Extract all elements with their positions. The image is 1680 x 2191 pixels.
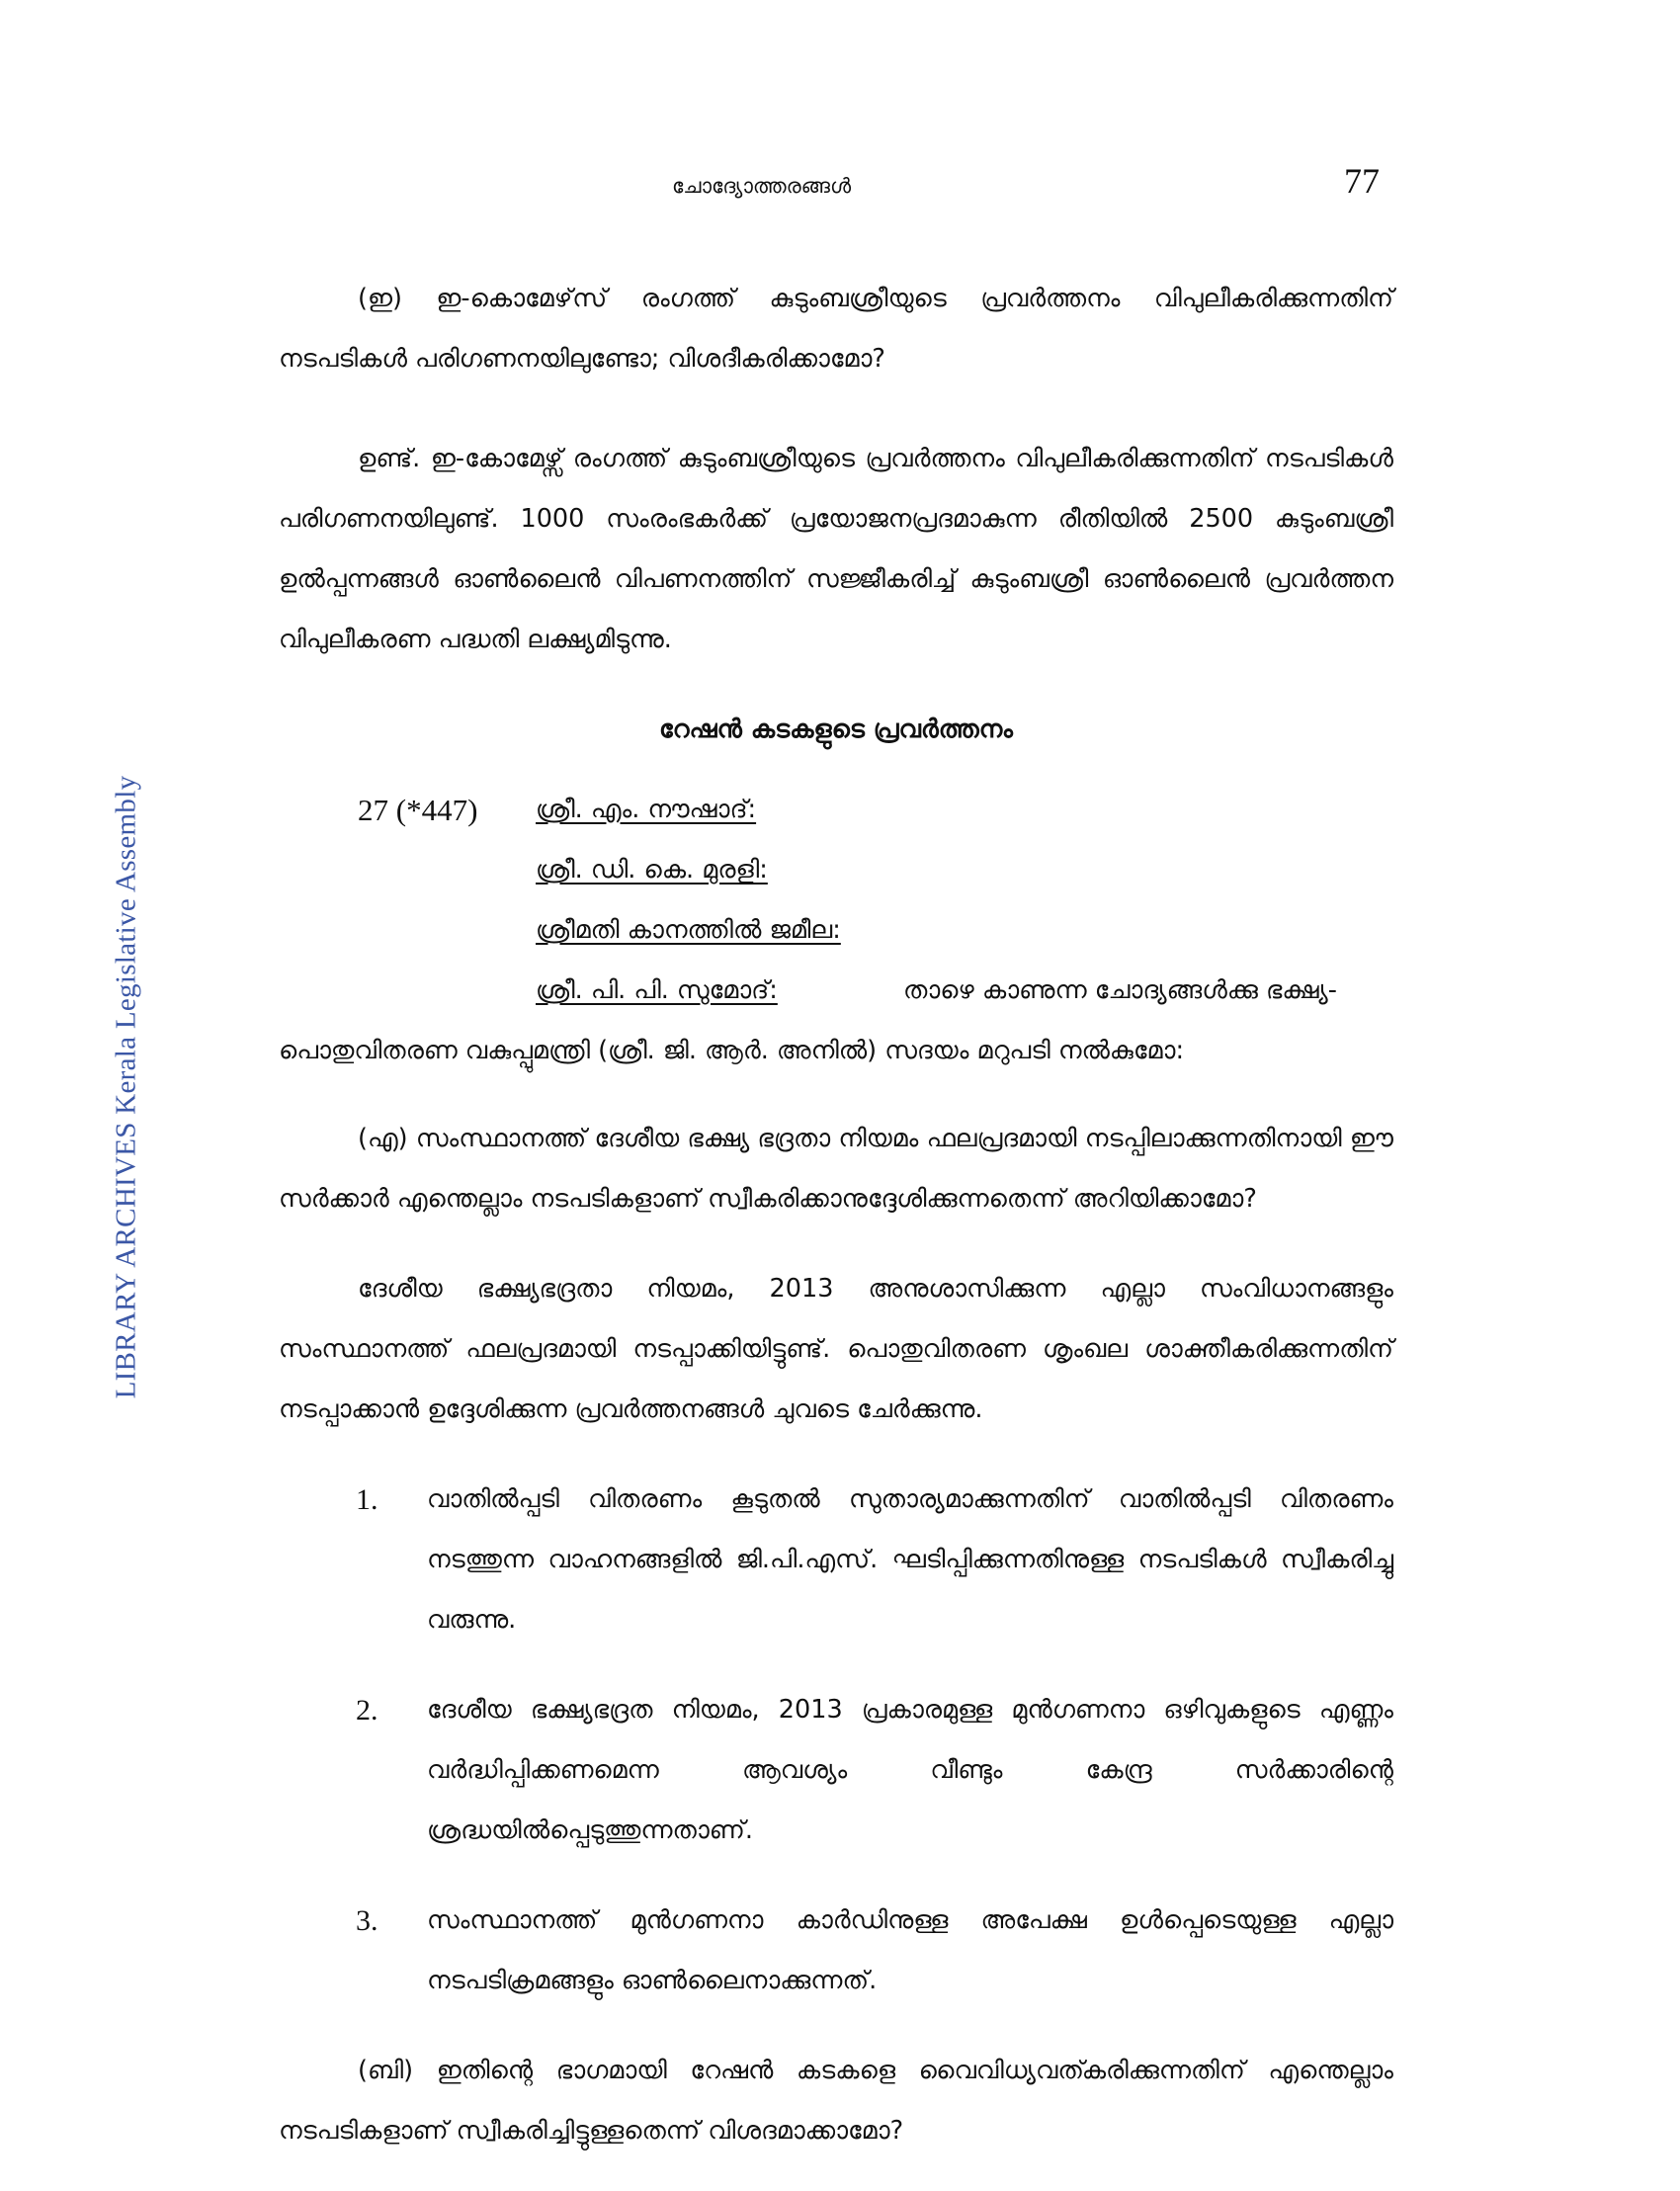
list-text: സംസ്ഥാനത്ത് മുൻഗണനാ കാർഡിനുള്ള അപേക്ഷ ഉൾപ്പെടെയുള്ള എല്ലാ നടപടിക്രമങ്ങളും ഓൺലൈനാക്കുന്നത്. [427,1905,1393,1995]
question-member-line-3 [279,900,1393,961]
document-body [279,269,1393,2191]
question-a: (എ) സംസ്ഥാനത്ത് ദേശീയ ഭക്ഷ്യ ഭദ്രതാ നിയമം ഫലപ്രദമായി നടപ്പിലാക്കുന്നതിനായി ഈ സർക്കാർ എന്തെല്ലാം നടപടികളാണ് സ്വീകരിക്കാനുദ്ദേശിക്കുന്നതെന്ന് അറിയിക്കാമോ? [279,1124,1393,1214]
list-text: വാതിൽപ്പടി വിതരണം കൂടുതൽ സുതാര്യമാക്കുന്നതിന് വാതിൽപ്പടി വിതരണം നടത്തുന്ന വാഹനങ്ങളിൽ ജി.പി.എസ്. ഘടിപ്പിക്കുന്നതിനുള്ള നടപടികൾ സ്വീകരിച്ചു വരുന്നു. [427,1484,1393,1635]
member-name: ശ്രീ. ഡി. കെ. മുരളി: [536,855,768,885]
member-name: ശ്രീ. പി. പി. സുമോദ്: [536,975,778,1005]
measures-list [279,1470,1393,2011]
section-heading: റേഷൻ കടകളുടെ പ്രവർത്തനം [659,715,1013,744]
answer-e: ഉണ്ട്. ഇ-കോമേഴ്സ് രംഗത്ത് കുടുംബശ്രീയുടെ പ്രവർത്തനം വിപുലീകരിക്കുന്നതിന് നടപടികൾ പരിഗണനയിലുണ്ട്. 1000 സംരംഭകർക്ക് പ്രയോജനപ്രദമാകുന്ന രീതിയിൽ 2500 കുടുംബശ്രീ ഉൽപ്പന്നങ്ങൾ ഓൺലൈൻ വിപണനത്തിന് സജ്ജീകരിച്ച് കുടുംബശ്രീ ഓൺലൈൻ പ്രവർത്തന വിപുലീകരണ പദ്ധതി ലക്ഷ്യമിടുന്നു. [279,444,1393,654]
question-number: 27 (*447) [358,793,478,827]
list-item [279,1470,1393,1650]
question-member-line-2 [279,840,1393,900]
list-item [279,1680,1393,1861]
question-intro: താഴെ കാണുന്ന ചോദ്യങ്ങൾക്കു ഭക്ഷ്യ- [903,975,1337,1005]
member-name: ശ്രീ. എം. നൗഷാദ്: [536,795,757,824]
list-number: 1. [356,1483,378,1516]
minister-line: പൊതുവിതരണ വകുപ്പുമന്ത്രി (ശ്രീ. ജി. ആർ. അനിൽ) സദയം മറുപടി നൽകുമോ: [279,1036,1185,1065]
question-member-line-1 [279,780,1393,840]
page-header [0,160,1680,210]
list-number: 3. [356,1904,378,1937]
list-number: 2. [356,1694,378,1727]
question-member-line-4 [279,961,1393,1021]
running-title: ചോദ്യോത്തരങ്ങൾ [672,174,852,198]
archive-stamp-text: LIBRARY ARCHIVES Kerala Legislative Assembly [110,775,142,1399]
question-b: (ബി) ഇതിന്റെ ഭാഗമായി റേഷൻ കടകളെ വൈവിധ്യവത്കരിക്കുന്നതിന് എന്തെല്ലാം നടപടികളാണ് സ്വീകരിച്ചിട്ടുള്ളതെന്ന് വിശദമാക്കാമോ? [279,2056,1393,2146]
list-text: ദേശീയ ഭക്ഷ്യഭദ്രത നിയമം, 2013 പ്രകാരമുള്ള മുൻഗണനാ ഒഴിവുകളുടെ എണ്ണം വർദ്ധിപ്പിക്കണമെന്ന ആവശ്യം വീണ്ടും കേന്ദ്ര സർക്കാരിന്റെ ശ്രദ്ധയിൽപ്പെടുത്തുന്നതാണ്. [427,1695,1393,1845]
answer-a: ദേശീയ ഭക്ഷ്യഭദ്രതാ നിയമം, 2013 അനുശാസിക്കുന്ന എല്ലാ സംവിധാനങ്ങളും സംസ്ഥാനത്ത് ഫലപ്രദമായി നടപ്പാക്കിയിട്ടുണ്ട്. പൊതുവിതരണ ശൃംഖല ശാക്തീകരിക്കുന്നതിന് നടപ്പാക്കാൻ ഉദ്ദേശിക്കുന്ന പ്രവർത്തനങ്ങൾ ചുവടെ ചേർക്കുന്നു. [279,1274,1393,1424]
list-item [279,1891,1393,2011]
member-name: ശ്രീമതി കാനത്തിൽ ജമീല: [536,915,841,945]
page-number: 77 [1344,161,1380,201]
question-e: (ഇ) ഇ-കൊമേഴ്‌സ് രംഗത്ത് കുടുംബശ്രീയുടെ പ്രവർത്തനം വിപുലീകരിക്കുന്നതിന് നടപടികൾ പരിഗണനയിലുണ്ടോ; വിശദീകരിക്കാമോ? [279,284,1393,374]
